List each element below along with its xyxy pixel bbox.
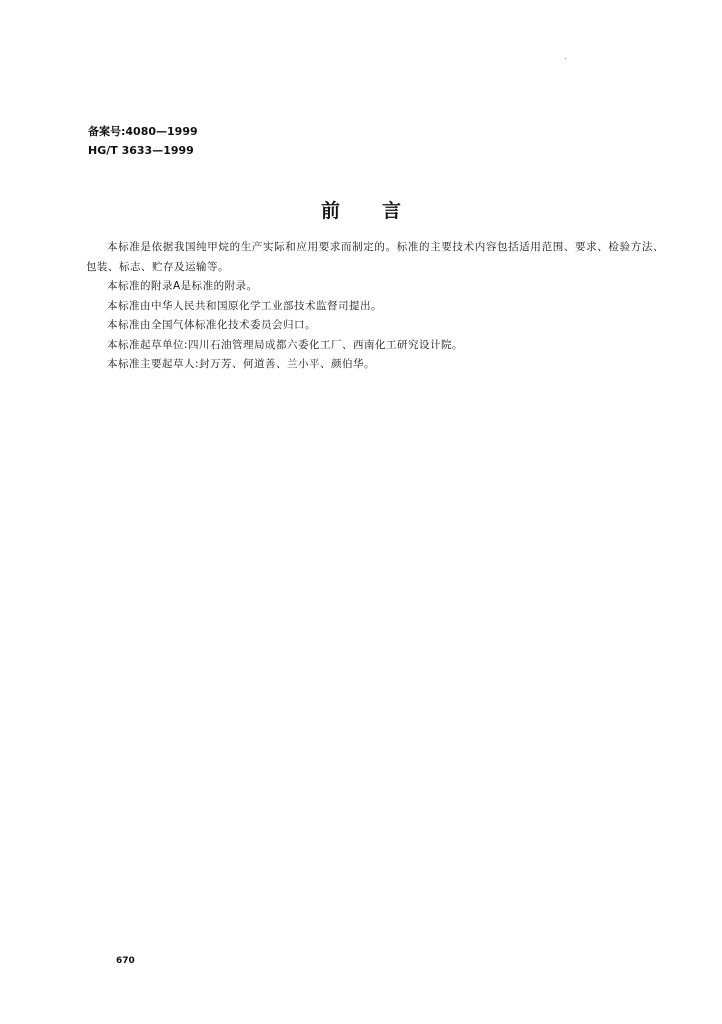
standard-number: HG/T 3633—1999: [88, 144, 194, 157]
scan-speck: [565, 58, 566, 59]
page-title: 前言: [320, 200, 443, 222]
paragraph-proposer: 本标准由中华人民共和国原化学工业部技术监督司提出。: [107, 299, 382, 312]
record-number: 备案号:4080—1999: [88, 125, 198, 138]
page-number: 670: [116, 956, 135, 966]
document-header: [88, 122, 198, 160]
paragraph-scope: 本标准是依据我国纯甲烷的生产实际和应用要求而制定的。标准的主要技术内容包括适用范围、要求、检验方法、包装、标志、贮存及运输等。: [86, 241, 664, 273]
paragraph-appendix: 本标准的附录A是标准的附录。: [107, 280, 258, 292]
foreword-body: [86, 238, 664, 375]
paragraph-drafting-units: 本标准起草单位:四川石油管理局成都六委化工厂、西南化工研究设计院。: [107, 338, 464, 351]
paragraph-committee: 本标准由全国气体标准化技术委员会归口。: [107, 319, 316, 331]
paragraph-drafters: 本标准主要起草人:封万芳、何道善、兰小平、颜伯华。: [107, 358, 376, 370]
